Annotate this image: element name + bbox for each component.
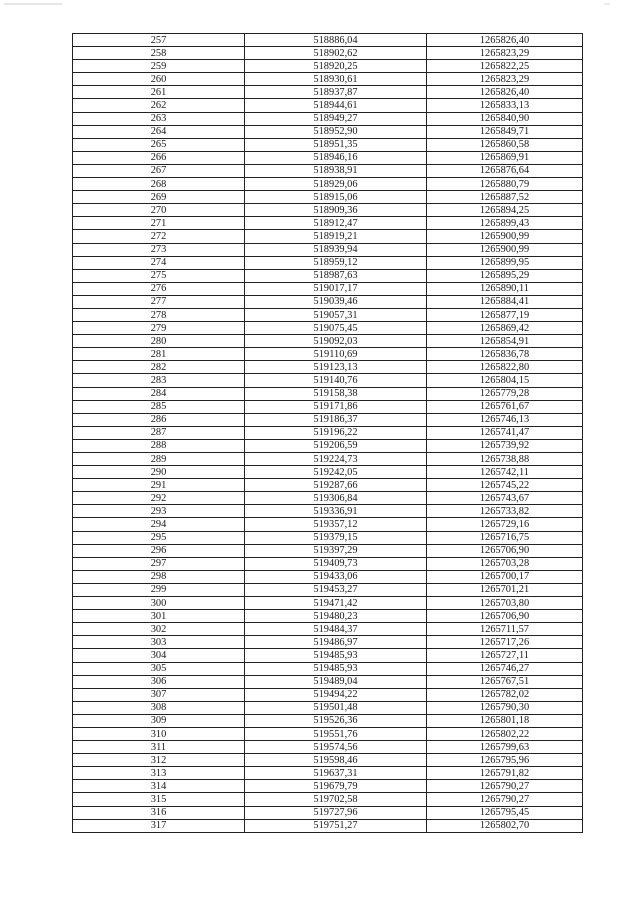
y-coordinate-cell: 1265746,27	[427, 662, 583, 675]
table-row	[73, 413, 583, 426]
y-coordinate-cell: 1265823,29	[427, 73, 583, 86]
x-coordinate-cell: 519433,06	[245, 570, 427, 583]
point-number-cell: 311	[73, 741, 245, 754]
x-coordinate-cell: 518949,27	[245, 112, 427, 125]
point-number-cell: 308	[73, 701, 245, 714]
x-coordinate-cell: 518915,06	[245, 191, 427, 204]
x-coordinate-cell: 519140,76	[245, 374, 427, 387]
table-row	[73, 557, 583, 570]
y-coordinate-cell: 1265826,40	[427, 34, 583, 47]
x-coordinate-cell: 519158,38	[245, 387, 427, 400]
point-number-cell: 264	[73, 125, 245, 138]
point-number-cell: 268	[73, 178, 245, 191]
y-coordinate-cell: 1265826,40	[427, 86, 583, 99]
table-row	[73, 322, 583, 335]
point-number-cell: 293	[73, 505, 245, 518]
y-coordinate-cell: 1265779,28	[427, 387, 583, 400]
x-coordinate-cell: 519494,22	[245, 688, 427, 701]
table-row	[73, 505, 583, 518]
x-coordinate-cell: 519574,56	[245, 741, 427, 754]
y-coordinate-cell: 1265900,99	[427, 243, 583, 256]
y-coordinate-cell: 1265822,80	[427, 361, 583, 374]
point-number-cell: 279	[73, 322, 245, 335]
table-row	[73, 741, 583, 754]
y-coordinate-cell: 1265791,82	[427, 767, 583, 780]
point-number-cell: 315	[73, 793, 245, 806]
point-number-cell: 292	[73, 492, 245, 505]
point-number-cell: 314	[73, 780, 245, 793]
table-row	[73, 151, 583, 164]
table-row	[73, 806, 583, 819]
y-coordinate-cell: 1265801,18	[427, 714, 583, 727]
y-coordinate-cell: 1265741,47	[427, 426, 583, 439]
y-coordinate-cell: 1265738,88	[427, 453, 583, 466]
y-coordinate-cell: 1265700,17	[427, 570, 583, 583]
y-coordinate-cell: 1265706,90	[427, 610, 583, 623]
table-row	[73, 610, 583, 623]
table-row	[73, 282, 583, 295]
y-coordinate-cell: 1265802,70	[427, 819, 583, 832]
y-coordinate-cell: 1265790,30	[427, 701, 583, 714]
x-coordinate-cell: 518937,87	[245, 86, 427, 99]
x-coordinate-cell: 519186,37	[245, 413, 427, 426]
table-row	[73, 295, 583, 308]
x-coordinate-cell: 519702,58	[245, 793, 427, 806]
x-coordinate-cell: 519171,86	[245, 400, 427, 413]
point-number-cell: 284	[73, 387, 245, 400]
x-coordinate-cell: 519092,03	[245, 335, 427, 348]
point-number-cell: 306	[73, 675, 245, 688]
point-number-cell: 296	[73, 544, 245, 557]
x-coordinate-cell: 519123,13	[245, 361, 427, 374]
point-number-cell: 269	[73, 191, 245, 204]
point-number-cell: 289	[73, 453, 245, 466]
y-coordinate-cell: 1265727,11	[427, 649, 583, 662]
point-number-cell: 262	[73, 99, 245, 112]
y-coordinate-cell: 1265895,29	[427, 269, 583, 282]
point-number-cell: 294	[73, 518, 245, 531]
x-coordinate-cell: 519306,84	[245, 492, 427, 505]
table-row	[73, 439, 583, 452]
table-row	[73, 400, 583, 413]
x-coordinate-cell: 518951,35	[245, 138, 427, 151]
table-row	[73, 256, 583, 269]
y-coordinate-cell: 1265840,90	[427, 112, 583, 125]
x-coordinate-cell: 518919,21	[245, 230, 427, 243]
point-number-cell: 277	[73, 295, 245, 308]
x-coordinate-cell: 519039,46	[245, 295, 427, 308]
y-coordinate-cell: 1265854,91	[427, 335, 583, 348]
y-coordinate-cell: 1265884,41	[427, 295, 583, 308]
point-number-cell: 299	[73, 583, 245, 596]
y-coordinate-cell: 1265899,43	[427, 217, 583, 230]
point-number-cell: 270	[73, 204, 245, 217]
table-row	[73, 754, 583, 767]
table-row	[73, 688, 583, 701]
x-coordinate-cell: 518920,25	[245, 60, 427, 73]
y-coordinate-cell: 1265887,52	[427, 191, 583, 204]
table-row	[73, 675, 583, 688]
x-coordinate-cell: 518902,62	[245, 47, 427, 60]
x-coordinate-cell: 519336,91	[245, 505, 427, 518]
coordinates-table-body	[73, 34, 583, 833]
point-number-cell: 280	[73, 335, 245, 348]
y-coordinate-cell: 1265876,64	[427, 164, 583, 177]
point-number-cell: 257	[73, 34, 245, 47]
scan-artifact	[604, 3, 610, 5]
y-coordinate-cell: 1265795,96	[427, 754, 583, 767]
point-number-cell: 266	[73, 151, 245, 164]
x-coordinate-cell: 519489,04	[245, 675, 427, 688]
table-row	[73, 73, 583, 86]
x-coordinate-cell: 519484,37	[245, 623, 427, 636]
y-coordinate-cell: 1265795,45	[427, 806, 583, 819]
y-coordinate-cell: 1265746,13	[427, 413, 583, 426]
table-row	[73, 636, 583, 649]
x-coordinate-cell: 519501,48	[245, 701, 427, 714]
y-coordinate-cell: 1265869,91	[427, 151, 583, 164]
point-number-cell: 282	[73, 361, 245, 374]
point-number-cell: 285	[73, 400, 245, 413]
x-coordinate-cell: 518886,04	[245, 34, 427, 47]
table-row	[73, 60, 583, 73]
y-coordinate-cell: 1265877,19	[427, 308, 583, 321]
y-coordinate-cell: 1265804,15	[427, 374, 583, 387]
y-coordinate-cell: 1265790,27	[427, 780, 583, 793]
x-coordinate-cell: 518959,12	[245, 256, 427, 269]
table-row	[73, 518, 583, 531]
x-coordinate-cell: 518944,61	[245, 99, 427, 112]
table-row	[73, 793, 583, 806]
x-coordinate-cell: 519379,15	[245, 531, 427, 544]
x-coordinate-cell: 519287,66	[245, 479, 427, 492]
point-number-cell: 302	[73, 623, 245, 636]
x-coordinate-cell: 519679,79	[245, 780, 427, 793]
x-coordinate-cell: 519598,46	[245, 754, 427, 767]
table-row	[73, 583, 583, 596]
table-row	[73, 47, 583, 60]
table-row	[73, 714, 583, 727]
x-coordinate-cell: 519471,42	[245, 597, 427, 610]
y-coordinate-cell: 1265822,25	[427, 60, 583, 73]
y-coordinate-cell: 1265703,28	[427, 557, 583, 570]
table-row	[73, 204, 583, 217]
x-coordinate-cell: 519075,45	[245, 322, 427, 335]
point-number-cell: 278	[73, 308, 245, 321]
x-coordinate-cell: 519551,76	[245, 727, 427, 740]
table-row	[73, 217, 583, 230]
y-coordinate-cell: 1265717,26	[427, 636, 583, 649]
point-number-cell: 301	[73, 610, 245, 623]
table-row	[73, 623, 583, 636]
x-coordinate-cell: 519637,31	[245, 767, 427, 780]
point-number-cell: 297	[73, 557, 245, 570]
x-coordinate-cell: 519057,31	[245, 308, 427, 321]
x-coordinate-cell: 519485,93	[245, 649, 427, 662]
x-coordinate-cell: 519224,73	[245, 453, 427, 466]
table-row	[73, 308, 583, 321]
x-coordinate-cell: 518987,63	[245, 269, 427, 282]
x-coordinate-cell: 519526,36	[245, 714, 427, 727]
table-row	[73, 387, 583, 400]
y-coordinate-cell: 1265743,67	[427, 492, 583, 505]
point-number-cell: 286	[73, 413, 245, 426]
x-coordinate-cell: 519017,17	[245, 282, 427, 295]
table-row	[73, 191, 583, 204]
table-row	[73, 819, 583, 832]
point-number-cell: 313	[73, 767, 245, 780]
point-number-cell: 304	[73, 649, 245, 662]
table-row	[73, 479, 583, 492]
y-coordinate-cell: 1265733,82	[427, 505, 583, 518]
y-coordinate-cell: 1265802,22	[427, 727, 583, 740]
table-row	[73, 138, 583, 151]
table-row	[73, 492, 583, 505]
y-coordinate-cell: 1265711,57	[427, 623, 583, 636]
table-row	[73, 178, 583, 191]
table-row	[73, 597, 583, 610]
table-row	[73, 780, 583, 793]
x-coordinate-cell: 518952,90	[245, 125, 427, 138]
point-number-cell: 310	[73, 727, 245, 740]
table-row	[73, 570, 583, 583]
table-row	[73, 767, 583, 780]
point-number-cell: 273	[73, 243, 245, 256]
point-number-cell: 295	[73, 531, 245, 544]
table-row	[73, 544, 583, 557]
y-coordinate-cell: 1265799,63	[427, 741, 583, 754]
point-number-cell: 259	[73, 60, 245, 73]
table-row	[73, 701, 583, 714]
y-coordinate-cell: 1265706,90	[427, 544, 583, 557]
table-row	[73, 243, 583, 256]
point-number-cell: 303	[73, 636, 245, 649]
y-coordinate-cell: 1265745,22	[427, 479, 583, 492]
point-number-cell: 317	[73, 819, 245, 832]
y-coordinate-cell: 1265701,21	[427, 583, 583, 596]
x-coordinate-cell: 518938,91	[245, 164, 427, 177]
y-coordinate-cell: 1265890,11	[427, 282, 583, 295]
x-coordinate-cell: 519480,23	[245, 610, 427, 623]
y-coordinate-cell: 1265703,80	[427, 597, 583, 610]
point-number-cell: 287	[73, 426, 245, 439]
table-row	[73, 125, 583, 138]
point-number-cell: 258	[73, 47, 245, 60]
point-number-cell: 281	[73, 348, 245, 361]
table-row	[73, 99, 583, 112]
x-coordinate-cell: 519110,69	[245, 348, 427, 361]
coordinates-table	[72, 33, 583, 833]
x-coordinate-cell: 519486,97	[245, 636, 427, 649]
point-number-cell: 261	[73, 86, 245, 99]
point-number-cell: 265	[73, 138, 245, 151]
point-number-cell: 316	[73, 806, 245, 819]
table-row	[73, 361, 583, 374]
x-coordinate-cell: 519751,27	[245, 819, 427, 832]
y-coordinate-cell: 1265761,67	[427, 400, 583, 413]
x-coordinate-cell: 519485,93	[245, 662, 427, 675]
table-row	[73, 86, 583, 99]
point-number-cell: 272	[73, 230, 245, 243]
table-row	[73, 453, 583, 466]
y-coordinate-cell: 1265742,11	[427, 466, 583, 479]
x-coordinate-cell: 519206,59	[245, 439, 427, 452]
table-row	[73, 164, 583, 177]
y-coordinate-cell: 1265782,02	[427, 688, 583, 701]
y-coordinate-cell: 1265716,75	[427, 531, 583, 544]
point-number-cell: 290	[73, 466, 245, 479]
y-coordinate-cell: 1265894,25	[427, 204, 583, 217]
point-number-cell: 300	[73, 597, 245, 610]
table-row	[73, 649, 583, 662]
y-coordinate-cell: 1265849,71	[427, 125, 583, 138]
point-number-cell: 275	[73, 269, 245, 282]
y-coordinate-cell: 1265823,29	[427, 47, 583, 60]
y-coordinate-cell: 1265899,95	[427, 256, 583, 269]
point-number-cell: 312	[73, 754, 245, 767]
scan-artifact	[4, 3, 62, 5]
y-coordinate-cell: 1265900,99	[427, 230, 583, 243]
table-row	[73, 269, 583, 282]
x-coordinate-cell: 519196,22	[245, 426, 427, 439]
point-number-cell: 305	[73, 662, 245, 675]
point-number-cell: 260	[73, 73, 245, 86]
point-number-cell: 298	[73, 570, 245, 583]
table-row	[73, 348, 583, 361]
table-row	[73, 727, 583, 740]
table-row	[73, 230, 583, 243]
table-row	[73, 34, 583, 47]
table-row	[73, 335, 583, 348]
y-coordinate-cell: 1265869,42	[427, 322, 583, 335]
point-number-cell: 271	[73, 217, 245, 230]
x-coordinate-cell: 519397,29	[245, 544, 427, 557]
point-number-cell: 263	[73, 112, 245, 125]
x-coordinate-cell: 519357,12	[245, 518, 427, 531]
y-coordinate-cell: 1265790,27	[427, 793, 583, 806]
point-number-cell: 291	[73, 479, 245, 492]
y-coordinate-cell: 1265860,58	[427, 138, 583, 151]
x-coordinate-cell: 518939,94	[245, 243, 427, 256]
table-row	[73, 426, 583, 439]
y-coordinate-cell: 1265767,51	[427, 675, 583, 688]
x-coordinate-cell: 519453,27	[245, 583, 427, 596]
point-number-cell: 283	[73, 374, 245, 387]
point-number-cell: 274	[73, 256, 245, 269]
y-coordinate-cell: 1265836,78	[427, 348, 583, 361]
y-coordinate-cell: 1265833,13	[427, 99, 583, 112]
x-coordinate-cell: 519242,05	[245, 466, 427, 479]
x-coordinate-cell: 518929,06	[245, 178, 427, 191]
table-row	[73, 466, 583, 479]
x-coordinate-cell: 518912,47	[245, 217, 427, 230]
table-row	[73, 112, 583, 125]
point-number-cell: 267	[73, 164, 245, 177]
x-coordinate-cell: 519409,73	[245, 557, 427, 570]
x-coordinate-cell: 518930,61	[245, 73, 427, 86]
x-coordinate-cell: 519727,96	[245, 806, 427, 819]
point-number-cell: 307	[73, 688, 245, 701]
y-coordinate-cell: 1265739,92	[427, 439, 583, 452]
y-coordinate-cell: 1265729,16	[427, 518, 583, 531]
x-coordinate-cell: 518909,36	[245, 204, 427, 217]
point-number-cell: 288	[73, 439, 245, 452]
table-row	[73, 374, 583, 387]
table-row	[73, 662, 583, 675]
y-coordinate-cell: 1265880,79	[427, 178, 583, 191]
x-coordinate-cell: 518946,16	[245, 151, 427, 164]
table-row	[73, 531, 583, 544]
point-number-cell: 309	[73, 714, 245, 727]
point-number-cell: 276	[73, 282, 245, 295]
